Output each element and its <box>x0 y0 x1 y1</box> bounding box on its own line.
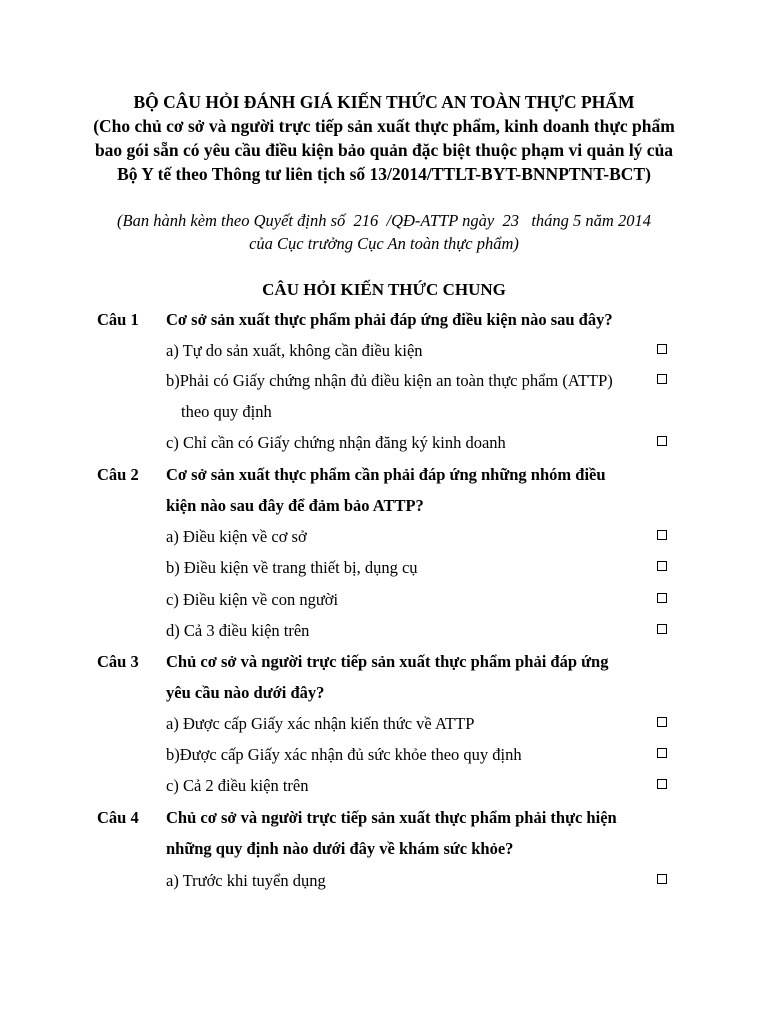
question-text: Cơ sở sản xuất thực phẩm cần phải đáp ứng những nhóm điều <box>166 465 606 484</box>
answer-checkbox[interactable] <box>657 874 667 884</box>
answer-option: a) Điều kiện về cơ sở <box>166 527 307 546</box>
answer-option: a) Trước khi tuyển dụng <box>166 871 326 890</box>
issued-line: (Ban hành kèm theo Quyết định số 216 /QĐ-ATTP ngày 23 tháng 5 năm 2014 <box>117 211 651 230</box>
answer-option: a) Tự do sản xuất, không cần điều kiện <box>166 341 423 360</box>
title-line: BỘ CÂU HỎI ĐÁNH GIÁ KIẾN THỨC AN TOÀN THỰC PHẨM <box>133 92 635 112</box>
answer-option-continuation: theo quy định <box>181 402 272 421</box>
answer-checkbox[interactable] <box>657 717 667 727</box>
answer-option: b)Phải có Giấy chứng nhận đủ điều kiện an toàn thực phẩm (ATTP) <box>166 371 613 390</box>
title-line: Bộ Y tế theo Thông tư liên tịch số 13/2014/TTLT-BYT-BNNPTNT-BCT) <box>117 164 651 184</box>
answer-option: b)Được cấp Giấy xác nhận đủ sức khỏe theo quy định <box>166 745 522 764</box>
document-title <box>60 90 708 186</box>
answer-checkbox[interactable] <box>657 374 667 384</box>
answer-checkbox[interactable] <box>657 593 667 603</box>
answer-option: c) Điều kiện về con người <box>166 590 339 609</box>
answer-checkbox[interactable] <box>657 779 667 789</box>
question-text: Cơ sở sản xuất thực phẩm phải đáp ứng điều kiện nào sau đây? <box>166 310 613 329</box>
answer-checkbox[interactable] <box>657 748 667 758</box>
question-text: những quy định nào dưới đây về khám sức khỏe? <box>166 839 514 858</box>
question-text: Chủ cơ sở và người trực tiếp sản xuất thực phẩm phải đáp ứng <box>166 652 609 671</box>
answer-option: c) Cả 2 điều kiện trên <box>166 776 309 795</box>
answer-option: b) Điều kiện về trang thiết bị, dụng cụ <box>166 558 418 577</box>
answer-checkbox[interactable] <box>657 436 667 446</box>
answer-option: a) Được cấp Giấy xác nhận kiến thức về ATTP <box>166 714 475 733</box>
question-number: Câu 2 <box>97 465 139 484</box>
title-line: (Cho chủ cơ sở và người trực tiếp sản xuất thực phẩm, kinh doanh thực phẩm <box>93 116 675 136</box>
question-text: Chủ cơ sở và người trực tiếp sản xuất thực phẩm phải thực hiện <box>166 808 617 827</box>
question-number: Câu 4 <box>97 808 139 827</box>
title-line: bao gói sẵn có yêu cầu điều kiện bảo quản đặc biệt thuộc phạm vi quản lý của <box>94 140 674 160</box>
question-text: yêu cầu nào dưới đây? <box>166 683 325 702</box>
issued-line: của Cục trưởng Cục An toàn thực phẩm) <box>249 234 519 253</box>
answer-checkbox[interactable] <box>657 561 667 571</box>
question-number: Câu 3 <box>97 652 139 671</box>
answer-option: d) Cả 3 điều kiện trên <box>166 621 310 640</box>
answer-checkbox[interactable] <box>657 624 667 634</box>
section-heading: CÂU HỎI KIẾN THỨC CHUNG <box>262 280 506 299</box>
answer-option: c) Chỉ cần có Giấy chứng nhận đăng ký kinh doanh <box>166 433 506 452</box>
question-number: Câu 1 <box>97 310 139 329</box>
answer-checkbox[interactable] <box>657 344 667 354</box>
issued-note <box>60 209 708 255</box>
answer-checkbox[interactable] <box>657 530 667 540</box>
question-text: kiện nào sau đây để đảm bảo ATTP? <box>166 496 424 515</box>
